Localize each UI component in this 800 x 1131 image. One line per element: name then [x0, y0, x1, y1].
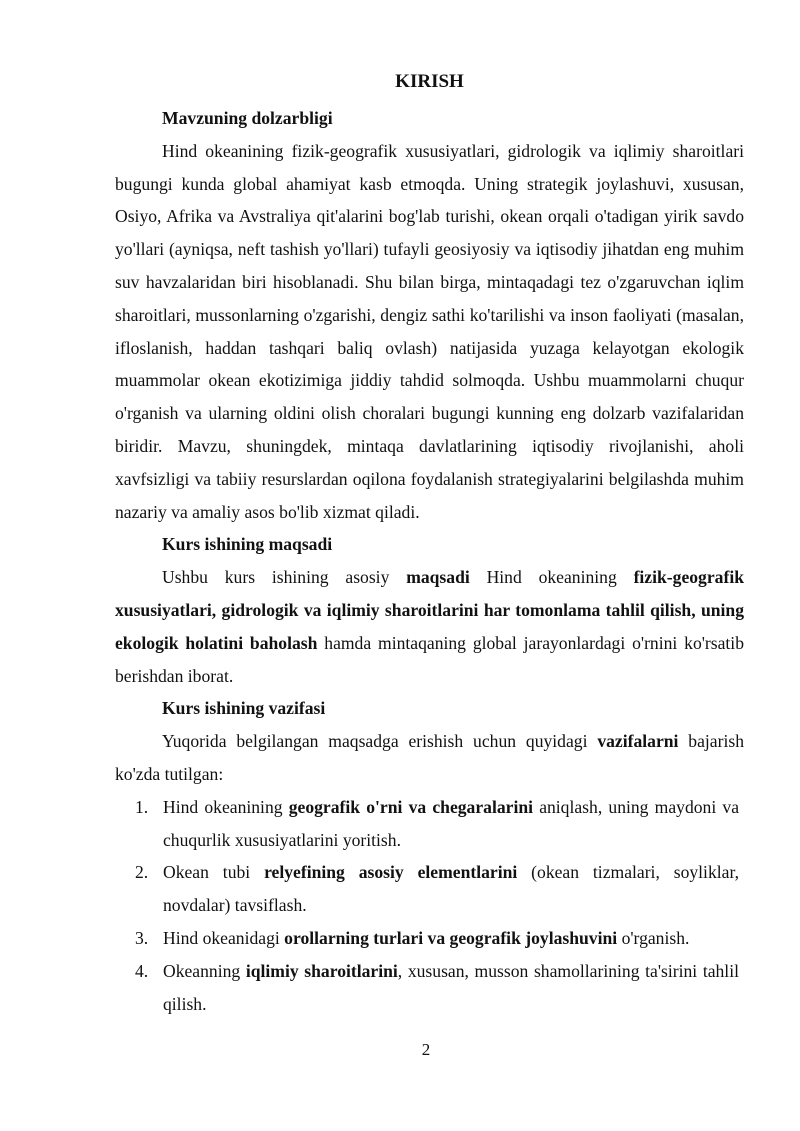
goal-bold-1: maqsadi [406, 567, 470, 588]
list-item-text-bold: geografik o'rni va chegaralarini [288, 796, 534, 817]
list-item-number: 1. [135, 796, 149, 817]
tasks-intro-paragraph [115, 725, 744, 791]
tasks-intro-text-1: Yuqorida belgilangan maqsadga erishish uchun quyidagi [162, 731, 598, 752]
list-item-number: 4. [135, 960, 149, 981]
list-item-text-pre: Hind okeanidagi [163, 927, 285, 948]
page-number: 2 [421, 1040, 431, 1059]
section-heading-relevance: Mavzuning dolzarbligi [162, 108, 333, 128]
tasks-list [115, 791, 744, 1021]
list-item-text-post: aniqlash, uning maydoni va chuqurlik xususiyatlarini yoritish. [163, 796, 740, 850]
list-item-text-pre: Okeanning [163, 960, 246, 981]
list-item-text-bold: relyefining asosiy elementlarini [264, 862, 518, 883]
section-heading-goal: Kurs ishining maqsadi [162, 534, 333, 555]
list-item-number: 2. [135, 862, 149, 883]
list-item [135, 955, 739, 1021]
list-item-text-pre: Hind okeanining [163, 796, 289, 817]
section-heading-tasks: Kurs ishining vazifasi [162, 698, 326, 719]
goal-paragraph [115, 561, 744, 692]
list-item-text-post: (okean tizmalari, soyliklar, novdalar) tavsiflash. [163, 862, 739, 916]
goal-text-2: Hind okeanining [469, 567, 634, 588]
list-item [135, 791, 740, 857]
tasks-intro-text-2: bajarish ko'zda tutilgan: [115, 731, 744, 784]
goal-bold-2: fizik-geografik xususiyatlari, gidrologik va iqlimiy sharoitlarini har tomonlama tahlil qilish, uning ekologik holatini baholash [115, 567, 744, 653]
list-item-text-pre: Okean tubi [163, 862, 265, 883]
list-item-text-post: o'rganish. [617, 927, 690, 948]
list-item [135, 856, 739, 922]
list-item-text-bold: iqlimiy sharoitlarini [245, 960, 398, 981]
list-item-text-post: , xususan, musson shamollarining ta'sirini tahlil qilish. [163, 960, 739, 1014]
document-page [115, 62, 744, 1020]
relevance-paragraph: Hind okeanining fizik-geografik xususiyatlari, gidrologik va iqlimiy sharoitlari bugungi kunda global ahamiyat kasb etmoqda. Uning strategik joylashuvi, xususan, Osiyo, Afrika va Avstraliya qit'alarini bog'lab turishi, okean orqali o'tadigan yirik savdo yo'llari (ayniqsa, neft tashish yo'llari) tufayli geosiyosiy va iqtisodiy jihatdan eng muhim suv havzalaridan biri hisoblanadi. Shu bilan birga, mintaqadagi tez o'zgaruvchan iqlim sharoitlari, mussonlarning o'zgarishi, dengiz sathi ko'tarilishi va inson faoliyati (masalan, ifloslanish, haddan tashqari baliq ovlash) natijasida yuzaga kelayotgan ekologik muammolar okean ekotizimiga jiddiy tahdid solmoqda. Ushbu muammolarni chuqur o'rganish va ularning oldini olish choralari bugungi kunning eng dolzarb vazifalaridan biridir. Mavzu, shuningdek, mintaqa davlatlarining iqtisodiy rivojlanishi, aholi xavfsizligi va tabiiy resurslardan oqilona foydalanish strategiyalarini belgilashda muhim nazariy va amaliy asos bo'lib xizmat qiladi. [115, 140, 744, 522]
goal-text-1: Ushbu kurs ishining asosiy [162, 567, 407, 588]
goal-text-3: hamda mintaqaning global jarayonlardagi o'rnini ko'rsatib berishdan iborat. [115, 632, 744, 686]
list-item-number: 3. [135, 927, 149, 948]
tasks-intro-bold: vazifalarni [597, 731, 679, 752]
list-item [135, 922, 739, 955]
list-item-text-bold: orollarning turlari va geografik joylashuvini [284, 927, 618, 948]
page-title: KIRISH [395, 71, 464, 92]
